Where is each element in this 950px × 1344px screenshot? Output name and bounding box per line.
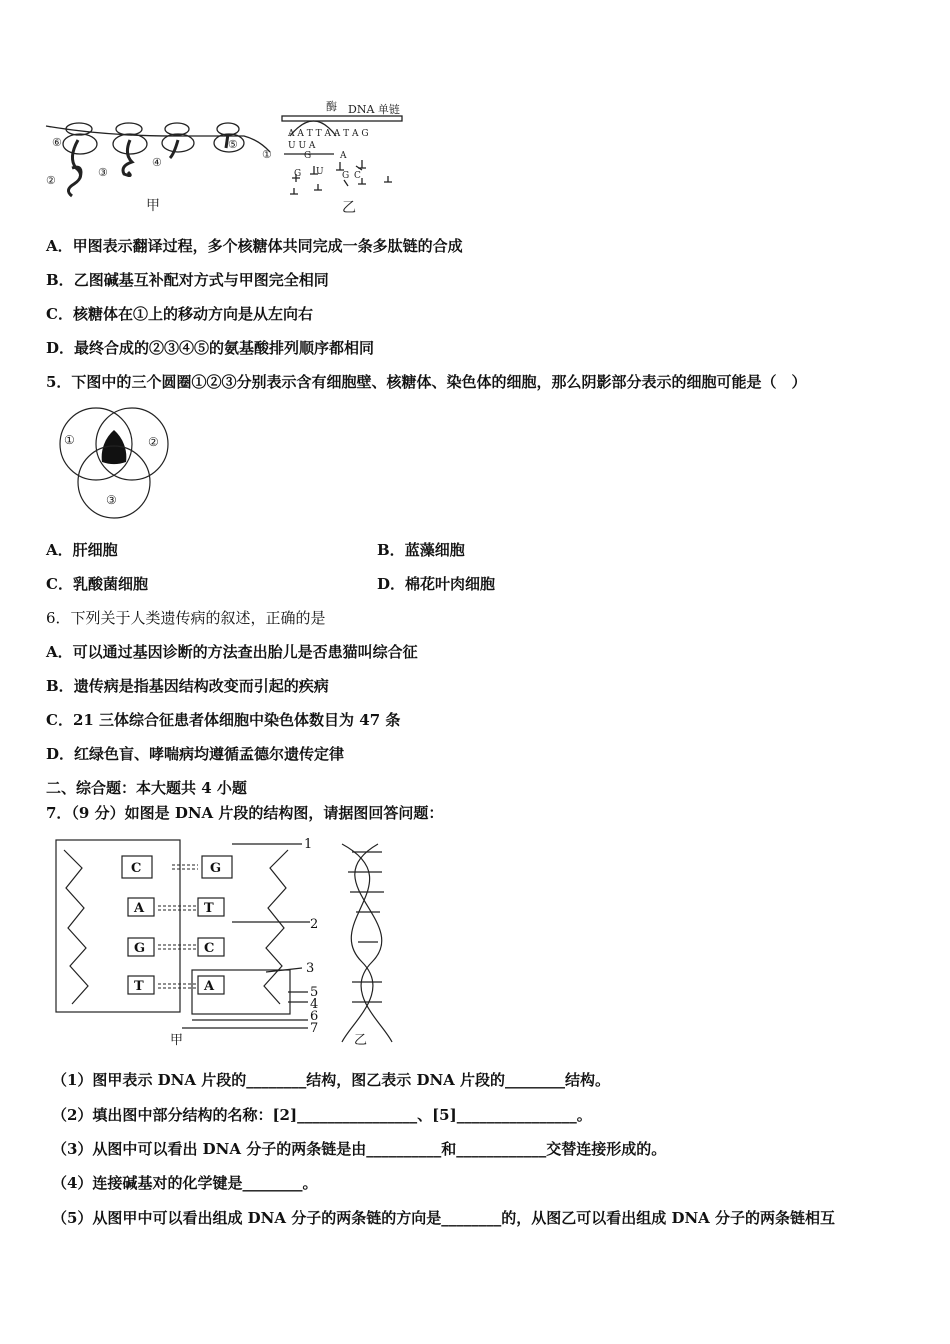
enzyme-label: 酶 [326,100,337,113]
venn-diagram [50,406,180,524]
venn-label-3: ③ [106,493,117,507]
base-right-t: T [204,901,214,916]
free-base: A [340,151,347,161]
caption-yi: 乙 [354,1033,368,1048]
label-5: ⑤ [228,138,238,151]
q7-sub-5: （5）从图甲中可以看出组成 DNA 分子的两条链的方向是________的，从图乙可以看出组成 DNA 分子的两条链相互 [52,1209,836,1227]
label-4: ④ [152,156,162,169]
base-left-g: G [134,941,146,956]
caption-jia: 甲 [170,1033,184,1048]
seq-rna: U U A [288,141,316,151]
venn-label-1: ① [64,433,75,447]
caption-yi: 乙 [342,200,356,216]
base-right-g: G [210,861,222,876]
q7-sub-4: （4）连接碱基对的化学键是________。 [52,1174,318,1192]
label-2: ② [46,174,56,187]
q7-sub-2: （2）填出图中部分结构的名称：[2]________________、[5]________________。 [52,1106,592,1124]
num-6: 6 [310,1009,319,1024]
q4-option-a: A．甲图表示翻译过程，多个核糖体共同完成一条多肽链的合成 [46,237,463,255]
q6-option-c: C．21 三体综合征患者体细胞中染色体数目为 47 条 [46,711,401,729]
free-base: G [342,171,350,181]
base-left-t: T [134,979,144,994]
q5-stem: 5．下图中的三个圆圈①②③分别表示含有细胞壁、核糖体、染色体的细胞，那么阴影部分表示的细胞可能是（ ） [46,373,807,391]
translation-figure [44,96,414,220]
base-left-a: A [134,901,145,916]
q6-option-a: A．可以通过基因诊断的方法查出胎儿是否患猫叫综合征 [46,643,418,661]
section-heading: 二、综合题：本大题共 4 小题 [46,779,247,797]
num-4: 4 [310,997,319,1012]
free-base: G [294,169,302,179]
q7-stem: 7．（9 分）如图是 DNA 片段的结构图，请据图回答问题： [46,804,444,822]
q6-option-d: D．红绿色盲、哮喘病均遵循孟德尔遗传定律 [46,745,345,763]
label-6: ⑥ [52,136,62,149]
num-3: 3 [306,961,315,976]
label-1: ① [262,148,272,161]
q6-option-b: B．遗传病是指基因结构改变而引起的疾病 [46,677,329,695]
q6-stem: 6．下列关于人类遗传病的叙述，正确的是 [46,609,326,627]
num-5: 5 [310,985,319,1000]
free-base: U [316,167,324,177]
q5-option-d: D．棉花叶肉细胞 [377,575,496,593]
q4-option-c: C．核糖体在①上的移动方向是从左向右 [46,305,313,323]
num-7: 7 [310,1021,319,1036]
caption-jia: 甲 [146,198,160,214]
num-2: 2 [310,917,319,932]
free-base: G [304,151,312,161]
q7-sub-1: （1）图甲表示 DNA 片段的________结构，图乙表示 DNA 片段的________结构。 [52,1071,611,1089]
label-3: ③ [98,166,108,179]
q4-option-d: D．最终合成的②③④⑤的氨基酸排列顺序都相同 [46,339,375,357]
q5-option-a: A．肝细胞 [46,541,118,559]
dna-strand-label: DNA 单链 [348,103,400,116]
seq-top: A A T T A A T A G [288,129,369,139]
q5-option-c: C．乳酸菌细胞 [46,575,148,593]
dna-structure-figure [52,832,402,1048]
free-base: C [354,171,361,181]
base-left-c: C [131,861,142,876]
base-right-c: C [204,941,215,956]
venn-label-2: ② [148,435,159,449]
base-right-a: A [204,979,215,994]
num-1: 1 [304,837,313,852]
q5-option-b: B．蓝藻细胞 [377,541,465,559]
q4-option-b: B．乙图碱基互补配对方式与甲图完全相同 [46,271,329,289]
q7-sub-3: （3）从图中可以看出 DNA 分子的两条链是由__________和____________交替连接形成的。 [52,1140,667,1158]
